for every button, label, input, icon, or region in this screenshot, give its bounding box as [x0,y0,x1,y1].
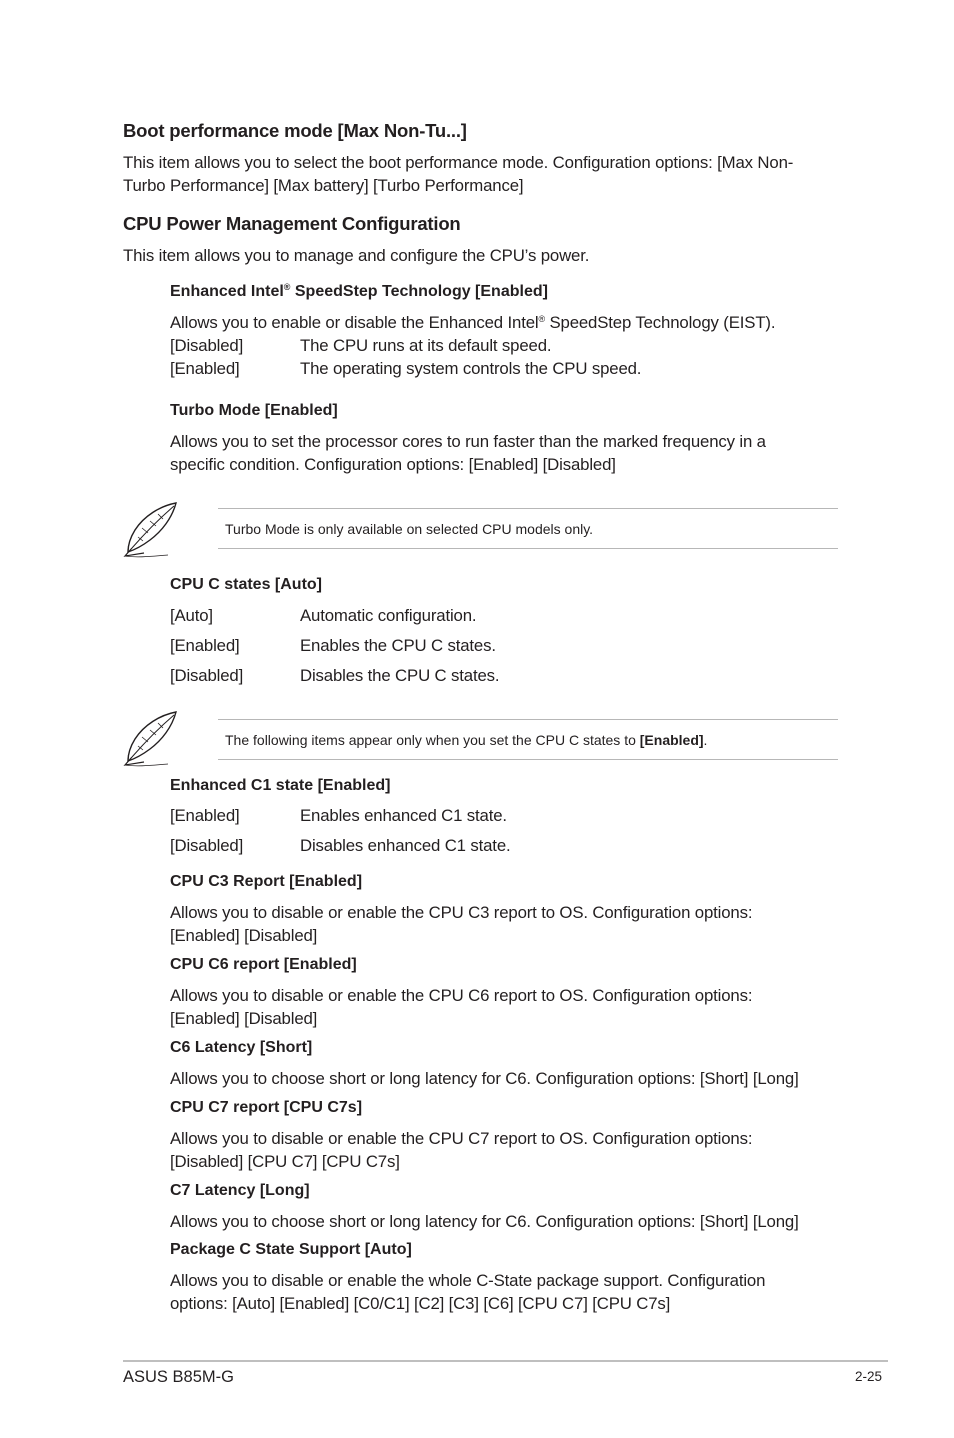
note-c-states [225,732,707,748]
c7-desc-line2: [Disabled] [CPU C7] [CPU C7s] [170,1152,400,1171]
footer-product-name: ASUS B85M-G [123,1368,234,1386]
note-c-states-end: . [703,732,708,748]
heading-package-c-state: Package C State Support [Auto] [170,1241,412,1258]
heading-eist [170,283,548,301]
cstates-option-desc: Disables the CPU C states. [300,666,500,685]
note-bottom-rule [218,548,838,549]
eist-option-key: [Disabled] [170,336,244,355]
footer-rule [123,1360,888,1362]
note-bottom-rule [218,759,838,760]
c7-desc-line1: Allows you to disable or enable the CPU C7 report to OS. Configuration options: [170,1129,753,1148]
cstates-option-key: [Auto] [170,606,213,625]
c3-desc-line2: [Enabled] [Disabled] [170,926,318,945]
c6-latency-desc: Allows you to choose short or long latency for C6. Configuration options: [Short] [Long] [170,1069,799,1088]
heading-turbo-mode: Turbo Mode [Enabled] [170,402,338,419]
c1e-option-desc: Disables enhanced C1 state. [300,836,511,855]
cstates-option-desc: Enables the CPU C states. [300,636,496,655]
heading-cpu-c7-report: CPU C7 report [CPU C7s] [170,1099,363,1116]
feather-pen-icon [120,500,182,560]
turbo-desc-line2: specific condition. Configuration options: [Enabled] [Disabled] [170,455,616,474]
heading-enhanced-c1: Enhanced C1 state [Enabled] [170,777,391,794]
note-top-rule [218,508,838,509]
note-c-states-bold: [Enabled] [639,732,704,748]
heading-cpu-power-management: CPU Power Management Configuration [123,213,461,234]
note-turbo-mode: Turbo Mode is only available on selected CPU models only. [225,521,594,537]
heading-c7-latency: C7 Latency [Long] [170,1182,310,1199]
footer-page-number: 2-25 [855,1369,883,1384]
feather-pen-icon [120,709,182,769]
eist-desc-reg-mark: ® [538,314,545,324]
cstates-option-key: [Disabled] [170,666,244,685]
pkg-desc-line1: Allows you to disable or enable the whole C-State package support. Configuration [170,1271,766,1290]
c1e-option-key: [Enabled] [170,806,240,825]
heading-cpu-c-states: CPU C states [Auto] [170,576,323,593]
eist-option-key: [Enabled] [170,359,240,378]
note-top-rule [218,719,838,720]
pkg-desc-line2: options: [Auto] [Enabled] [C0/C1] [C2] [C3] [C6] [CPU C7] [CPU C7s] [170,1294,671,1313]
c1e-option-desc: Enables enhanced C1 state. [300,806,507,825]
heading-boot-performance-mode: Boot performance mode [Max Non-Tu...] [123,120,467,141]
c6-desc-line2: [Enabled] [Disabled] [170,1009,318,1028]
cstates-option-key: [Enabled] [170,636,240,655]
eist-title-a: Enhanced Intel [170,283,284,300]
eist-title-b: SpeedStep Technology [Enabled] [290,283,548,300]
cstates-option-desc: Automatic configuration. [300,606,477,625]
heading-c6-latency: C6 Latency [Short] [170,1039,313,1056]
eist-option-desc: The operating system controls the CPU speed. [300,359,642,378]
c6-desc-line1: Allows you to disable or enable the CPU C6 report to OS. Configuration options: [170,986,753,1005]
eist-desc-b: SpeedStep Technology (EIST). [544,313,776,332]
eist-desc-a: Allows you to enable or disable the Enhanced Intel [170,313,539,332]
heading-cpu-c6-report: CPU C6 report [Enabled] [170,956,357,973]
note-c-states-text: The following items appear only when you set the CPU C states to [225,732,640,748]
eist-option-desc: The CPU runs at its default speed. [300,336,552,355]
eist-desc [170,311,775,334]
eist-reg-mark: ® [283,282,291,292]
cpu-power-desc: This item allows you to manage and configure the CPU’s power. [123,246,590,265]
turbo-desc-line1: Allows you to set the processor cores to run faster than the marked frequency in a [170,432,766,451]
boot-desc-line2: Turbo Performance] [Max battery] [Turbo Performance] [123,176,524,195]
c7-latency-desc: Allows you to choose short or long latency for C6. Configuration options: [Short] [Long] [170,1212,799,1231]
c1e-option-key: [Disabled] [170,836,244,855]
boot-desc-line1: This item allows you to select the boot performance mode. Configuration options: [Max Non- [123,153,794,172]
heading-cpu-c3-report: CPU C3 Report [Enabled] [170,873,363,890]
c3-desc-line1: Allows you to disable or enable the CPU C3 report to OS. Configuration options: [170,903,753,922]
